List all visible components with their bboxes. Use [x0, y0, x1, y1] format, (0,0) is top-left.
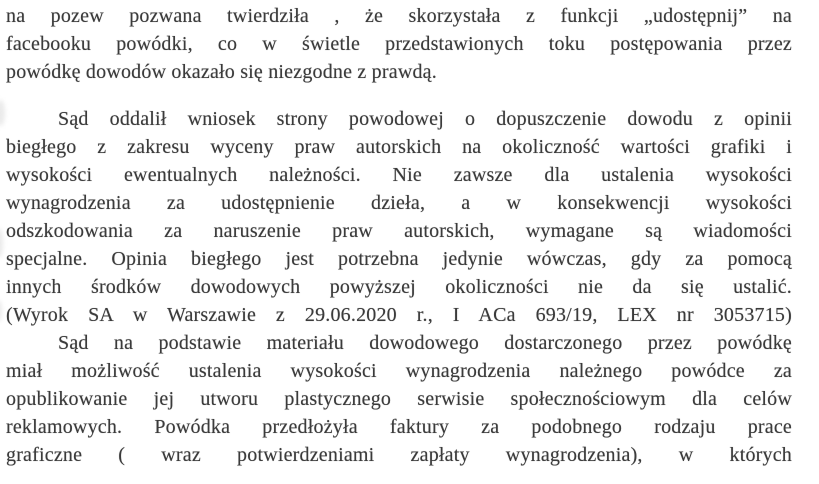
text-line: facebooku powódki, co w świetle przedstawionych toku postępowania przez — [6, 33, 792, 55]
scan-artifact — [0, 300, 2, 322]
paragraph-expert-opinion — [6, 105, 792, 329]
text-line: graficzne ( wraz potwierdzeniami zapłaty wynagrodzenia), w których — [6, 444, 792, 466]
text-line: specjalne. Opinia biegłego jest potrzebna jedynie wówczas, gdy za pomocą — [6, 248, 792, 270]
text-line: opublikowanie jej utworu plastycznego serwisie społecznościowym dla celów — [6, 388, 792, 410]
paragraph-evidence-basis — [6, 329, 792, 469]
case-citation-line: (Wyrok SA w Warszawie z 29.06.2020 r., I ACa 693/19, LEX nr 3053715) — [6, 304, 792, 326]
text-line: odszkodowania za naruszenie praw autorskich, wymagane są wiadomości — [6, 220, 792, 242]
text-line: Sąd oddalił wniosek strony powodowej o dopuszczenie dowodu z opinii — [58, 108, 792, 130]
document-page — [6, 2, 792, 469]
text-line: biegłego z zakresu wyceny praw autorskich na okoliczność wartości grafiki i — [6, 136, 792, 158]
scan-artifact — [0, 228, 3, 258]
text-line: wysokości ewentualnych należności. Nie zawsze dla ustalenia wysokości — [6, 164, 792, 186]
text-line: miał możliwość ustalenia wysokości wynagrodzenia należnego powódce za — [6, 360, 792, 382]
text-line: powódkę dowodów okazało się niezgodne z prawdą. — [6, 61, 437, 83]
text-line: innych środków dowodowych powyższej okoliczności nie da się ustalić. — [6, 276, 792, 298]
text-line: wynagrodzenia za udostępnienie dzieła, a w konsekwencji wysokości — [6, 192, 792, 214]
text-line: Sąd na podstawie materiału dowodowego dostarczonego przez powódkę — [58, 332, 792, 354]
scan-artifact — [0, 100, 5, 126]
paragraph-continuation — [6, 2, 792, 86]
text-line: na pozew pozwana twierdziła , że skorzystała z funkcji „udostępnij” na — [6, 5, 792, 27]
text-line: reklamowych. Powódka przedłożyła faktury za podobnego rodzaju prace — [6, 416, 792, 438]
